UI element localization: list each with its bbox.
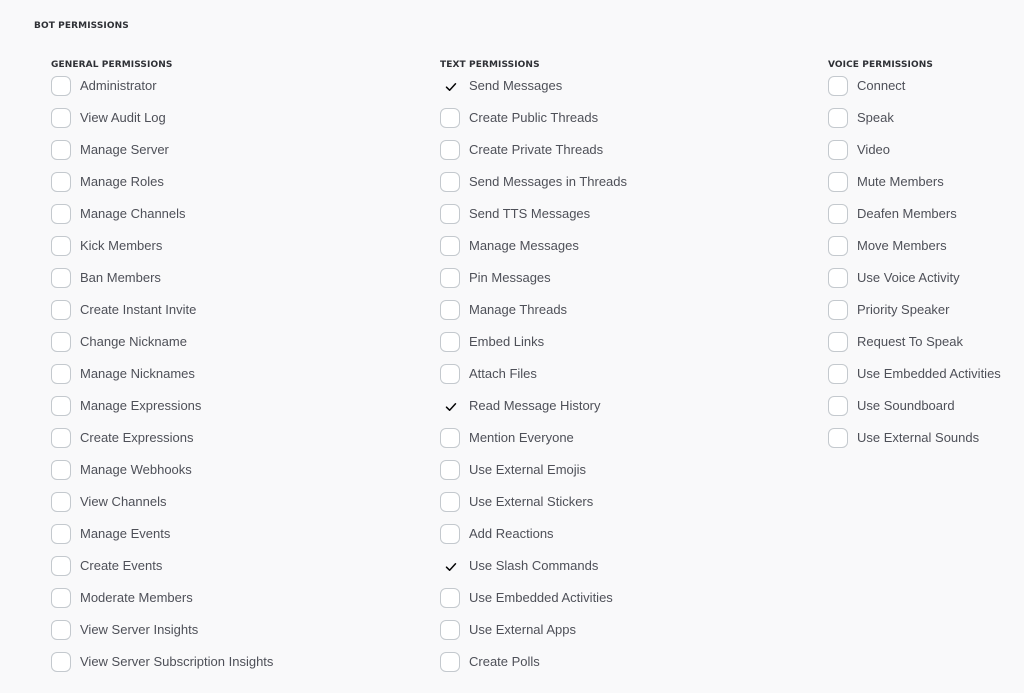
permission-checkbox[interactable] — [51, 268, 71, 288]
permission-manage-channels[interactable] — [51, 204, 273, 236]
permission-label: Create Public Threads — [469, 110, 599, 125]
permission-label: Change Nickname — [80, 334, 187, 349]
permission-checkbox[interactable] — [828, 300, 848, 320]
permission-create-expressions[interactable] — [51, 428, 273, 460]
permission-checkbox[interactable] — [440, 364, 460, 384]
permission-checkbox[interactable] — [828, 268, 848, 288]
permission-manage-server[interactable] — [51, 140, 273, 172]
permission-send-messages[interactable] — [440, 76, 627, 108]
permission-label: Embed Links — [469, 334, 545, 349]
permission-checkbox[interactable] — [828, 140, 848, 160]
permission-use-soundboard[interactable] — [828, 396, 1001, 428]
permission-label: Manage Expressions — [80, 398, 202, 413]
permission-label: Use Voice Activity — [857, 270, 960, 285]
permission-label: View Audit Log — [80, 110, 166, 125]
permission-priority-speaker[interactable] — [828, 300, 1001, 332]
permission-label: Send TTS Messages — [469, 206, 591, 221]
permission-label: Administrator — [80, 78, 157, 93]
permission-read-message-history[interactable] — [440, 396, 627, 428]
permission-mention-everyone[interactable] — [440, 428, 627, 460]
permission-label: Mute Members — [857, 174, 944, 189]
permission-checkbox[interactable] — [828, 396, 848, 416]
permission-create-private-threads[interactable] — [440, 140, 627, 172]
permission-label: Manage Events — [80, 526, 171, 541]
permission-checkbox[interactable] — [440, 652, 460, 672]
permission-label: Send Messages — [469, 78, 563, 93]
permission-label: Create Polls — [469, 654, 540, 669]
text-permissions-column — [440, 60, 627, 684]
permission-attach-files[interactable] — [440, 364, 627, 396]
permission-label: Pin Messages — [469, 270, 551, 285]
permission-video[interactable] — [828, 140, 1001, 172]
voice-permissions-column — [828, 60, 1001, 460]
permission-checkbox[interactable] — [51, 108, 71, 128]
permission-create-polls[interactable] — [440, 652, 627, 684]
permission-checkbox[interactable] — [51, 556, 71, 576]
permission-checkbox[interactable] — [828, 236, 848, 256]
permission-checkbox[interactable] — [440, 556, 460, 576]
permission-view-server-insights[interactable] — [51, 620, 273, 652]
general-permissions-list — [51, 76, 273, 684]
permission-add-reactions[interactable] — [440, 524, 627, 556]
permission-view-audit-log[interactable] — [51, 108, 273, 140]
permission-label: Use Slash Commands — [469, 558, 599, 573]
permission-administrator[interactable] — [51, 76, 273, 108]
permission-label: Use Embedded Activities — [469, 590, 613, 605]
permission-checkbox[interactable] — [51, 300, 71, 320]
permission-label: Use Soundboard — [857, 398, 955, 413]
permission-use-external-emojis[interactable] — [440, 460, 627, 492]
permission-checkbox[interactable] — [828, 428, 848, 448]
permission-use-embedded-activities[interactable] — [828, 364, 1001, 396]
permission-checkbox[interactable] — [440, 620, 460, 640]
permission-use-external-sounds[interactable] — [828, 428, 1001, 460]
permission-label: Use External Stickers — [469, 494, 594, 509]
permission-connect[interactable] — [828, 76, 1001, 108]
voice-permissions-header: VOICE PERMISSIONS — [828, 60, 933, 70]
permission-label: Connect — [857, 78, 906, 93]
permission-label: Manage Channels — [80, 206, 186, 221]
permission-checkbox[interactable] — [828, 76, 848, 96]
permission-checkbox[interactable] — [51, 204, 71, 224]
permission-manage-threads[interactable] — [440, 300, 627, 332]
permission-view-server-subscription-insights[interactable] — [51, 652, 273, 684]
permission-checkbox[interactable] — [51, 172, 71, 192]
permission-checkbox[interactable] — [828, 204, 848, 224]
permission-label: Read Message History — [469, 398, 601, 413]
permission-checkbox[interactable] — [440, 172, 460, 192]
permission-view-channels[interactable] — [51, 492, 273, 524]
permission-label: Send Messages in Threads — [469, 174, 628, 189]
permission-send-messages-in-threads[interactable] — [440, 172, 627, 204]
check-icon — [444, 400, 458, 414]
permission-manage-expressions[interactable] — [51, 396, 273, 428]
permission-checkbox[interactable] — [440, 332, 460, 352]
permission-label: Video — [857, 142, 891, 157]
permission-deafen-members[interactable] — [828, 204, 1001, 236]
permission-request-to-speak[interactable] — [828, 332, 1001, 364]
permission-label: Manage Threads — [469, 302, 568, 317]
permission-checkbox[interactable] — [51, 236, 71, 256]
permission-checkbox[interactable] — [440, 140, 460, 160]
text-permissions-header: TEXT PERMISSIONS — [440, 60, 540, 70]
general-permissions-header: GENERAL PERMISSIONS — [51, 60, 173, 70]
permission-label: Create Private Threads — [469, 142, 604, 157]
permission-ban-members[interactable] — [51, 268, 273, 300]
permission-manage-nicknames[interactable] — [51, 364, 273, 396]
permission-label: Create Expressions — [80, 430, 194, 445]
permission-checkbox[interactable] — [440, 204, 460, 224]
permission-checkbox[interactable] — [51, 332, 71, 352]
permission-label: Priority Speaker — [857, 302, 950, 317]
permission-checkbox[interactable] — [440, 236, 460, 256]
permission-change-nickname[interactable] — [51, 332, 273, 364]
permission-checkbox[interactable] — [828, 108, 848, 128]
permission-create-public-threads[interactable] — [440, 108, 627, 140]
permission-move-members[interactable] — [828, 236, 1001, 268]
permission-label: Use External Sounds — [857, 430, 980, 445]
permission-label: View Server Insights — [80, 622, 199, 637]
permission-pin-messages[interactable] — [440, 268, 627, 300]
permission-label: Manage Server — [80, 142, 169, 157]
permission-checkbox[interactable] — [440, 76, 460, 96]
permission-moderate-members[interactable] — [51, 588, 273, 620]
permission-checkbox[interactable] — [51, 588, 71, 608]
permission-kick-members[interactable] — [51, 236, 273, 268]
permission-label: Speak — [857, 110, 894, 125]
permission-checkbox[interactable] — [828, 364, 848, 384]
permission-label: Create Instant Invite — [80, 302, 197, 317]
permission-use-external-apps[interactable] — [440, 620, 627, 652]
permission-checkbox[interactable] — [51, 524, 71, 544]
permission-create-instant-invite[interactable] — [51, 300, 273, 332]
permission-checkbox[interactable] — [440, 460, 460, 480]
permission-checkbox[interactable] — [440, 492, 460, 512]
permission-manage-messages[interactable] — [440, 236, 627, 268]
permission-label: Create Events — [80, 558, 163, 573]
permission-checkbox[interactable] — [51, 396, 71, 416]
permission-label: View Server Subscription Insights — [80, 654, 274, 669]
permission-create-events[interactable] — [51, 556, 273, 588]
permission-label: Ban Members — [80, 270, 161, 285]
permission-label: Move Members — [857, 238, 947, 253]
section-title: BOT PERMISSIONS — [34, 21, 129, 31]
permission-embed-links[interactable] — [440, 332, 627, 364]
permission-label: Add Reactions — [469, 526, 554, 541]
permission-send-tts-messages[interactable] — [440, 204, 627, 236]
permission-label: Manage Webhooks — [80, 462, 192, 477]
permission-use-voice-activity[interactable] — [828, 268, 1001, 300]
permission-checkbox[interactable] — [440, 396, 460, 416]
permission-label: Moderate Members — [80, 590, 193, 605]
permission-label: Manage Messages — [469, 238, 579, 253]
permission-speak[interactable] — [828, 108, 1001, 140]
permission-manage-events[interactable] — [51, 524, 273, 556]
permission-checkbox[interactable] — [51, 428, 71, 448]
permission-checkbox[interactable] — [440, 428, 460, 448]
permission-checkbox[interactable] — [440, 108, 460, 128]
general-permissions-column — [51, 60, 273, 684]
permission-label: View Channels — [80, 494, 167, 509]
voice-permissions-list — [828, 76, 1001, 460]
permission-checkbox[interactable] — [51, 620, 71, 640]
text-permissions-list — [440, 76, 627, 684]
permission-checkbox[interactable] — [828, 172, 848, 192]
permission-use-embedded-activities[interactable] — [440, 588, 627, 620]
permission-checkbox[interactable] — [51, 364, 71, 384]
permission-checkbox[interactable] — [51, 492, 71, 512]
permission-label: Attach Files — [469, 366, 537, 381]
permission-label: Use External Emojis — [469, 462, 587, 477]
permission-checkbox[interactable] — [51, 460, 71, 480]
permission-checkbox[interactable] — [51, 652, 71, 672]
check-icon — [444, 80, 458, 94]
permission-use-external-stickers[interactable] — [440, 492, 627, 524]
permission-mute-members[interactable] — [828, 172, 1001, 204]
permission-checkbox[interactable] — [828, 332, 848, 352]
permission-checkbox[interactable] — [51, 76, 71, 96]
permission-label: Use External Apps — [469, 622, 576, 637]
permission-checkbox[interactable] — [440, 588, 460, 608]
permission-label: Use Embedded Activities — [857, 366, 1001, 381]
permission-checkbox[interactable] — [51, 140, 71, 160]
permission-use-slash-commands[interactable] — [440, 556, 627, 588]
check-icon — [444, 560, 458, 574]
permission-manage-webhooks[interactable] — [51, 460, 273, 492]
permission-label: Deafen Members — [857, 206, 957, 221]
permission-label: Mention Everyone — [469, 430, 574, 445]
permission-checkbox[interactable] — [440, 300, 460, 320]
permission-label: Manage Roles — [80, 174, 164, 189]
permission-checkbox[interactable] — [440, 268, 460, 288]
permission-label: Manage Nicknames — [80, 366, 195, 381]
permission-manage-roles[interactable] — [51, 172, 273, 204]
permission-label: Kick Members — [80, 238, 163, 253]
permission-label: Request To Speak — [857, 334, 963, 349]
permission-checkbox[interactable] — [440, 524, 460, 544]
